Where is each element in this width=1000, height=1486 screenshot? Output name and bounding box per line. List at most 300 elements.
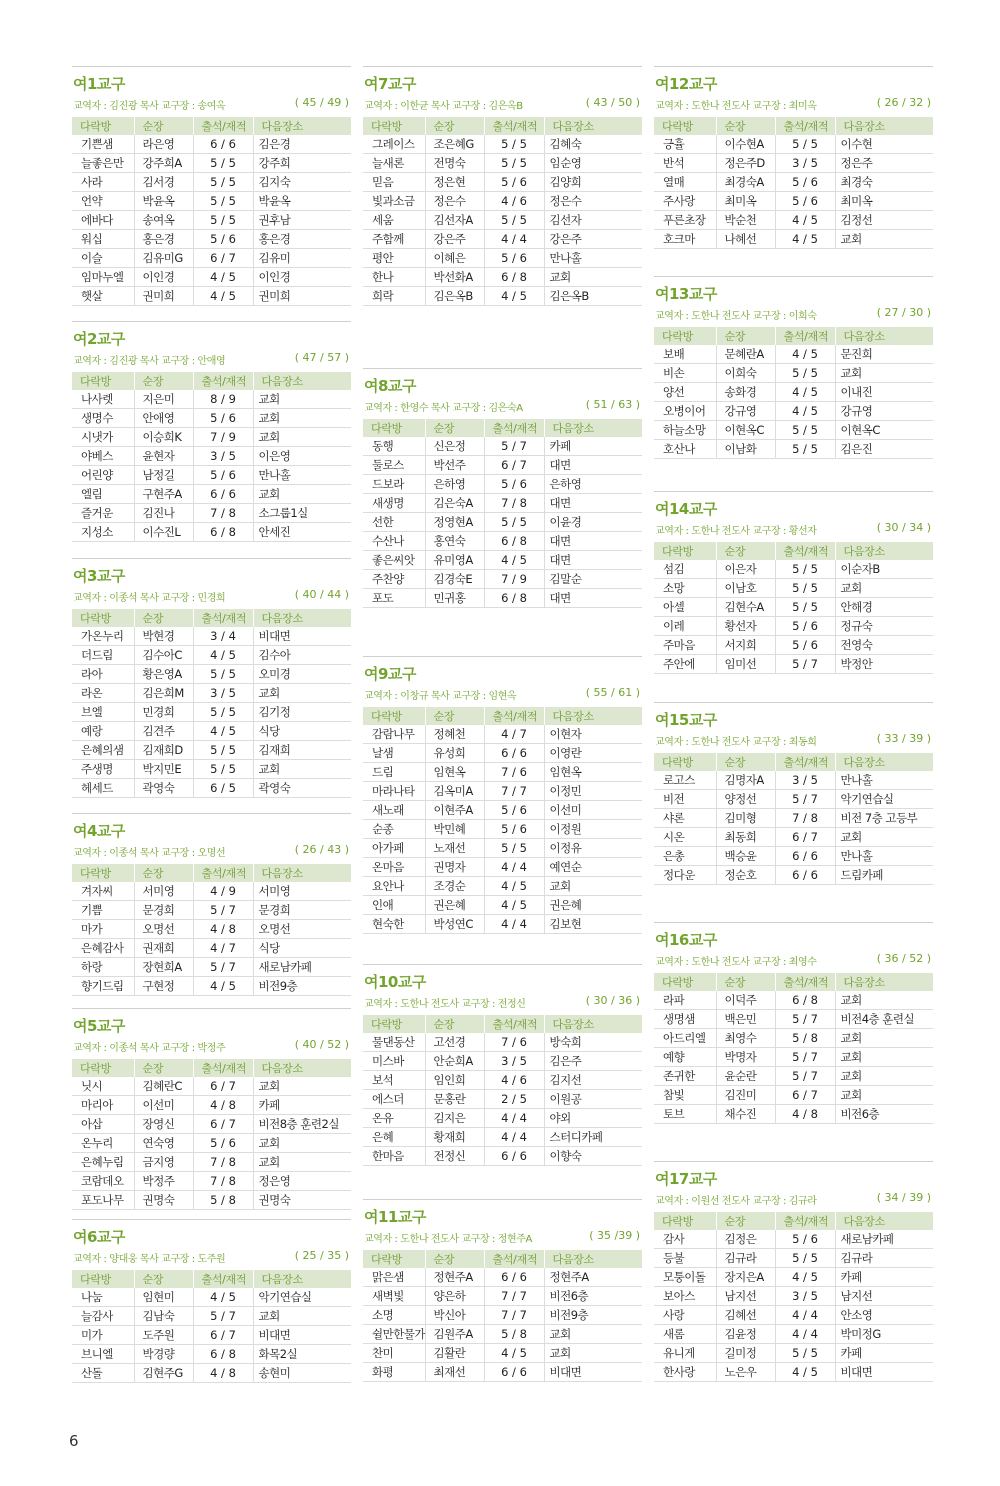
table-row xyxy=(654,1086,933,1105)
cell-next-place: 카페 xyxy=(835,1268,933,1287)
cell-next-place: 이정민 xyxy=(544,782,642,801)
table-row xyxy=(72,1364,351,1383)
cell-attendance: 4 / 5 xyxy=(484,877,544,896)
column-header: 순장 xyxy=(134,609,193,627)
cell-cell-group: 한나 xyxy=(363,268,425,287)
table-row xyxy=(363,173,642,192)
cell-next-place: 소그룹1실 xyxy=(253,504,351,523)
cell-cell-group: 호크마 xyxy=(654,230,716,249)
cell-leader: 길미정 xyxy=(716,1344,775,1363)
group-title: 여3교구 xyxy=(73,567,125,585)
cell-leader: 윤현자 xyxy=(134,447,193,466)
cell-next-place: 대면 xyxy=(544,532,642,551)
table-header-row xyxy=(654,117,933,135)
cell-cell-group: 은혜누림 xyxy=(72,1153,134,1172)
column-header: 출석/재적 xyxy=(775,117,835,135)
group-header xyxy=(654,922,933,973)
table-row xyxy=(72,939,351,958)
group-header xyxy=(363,1199,642,1250)
group-leaders: 교역자 : 도한나 전도사 교구장 : 전정신 xyxy=(364,999,526,1010)
cell-leader: 황은영A xyxy=(134,665,193,684)
cell-cell-group: 이슬 xyxy=(72,249,134,268)
cell-attendance: 5 / 5 xyxy=(193,741,253,760)
group-header xyxy=(654,276,933,327)
cell-leader: 문홍란 xyxy=(425,1090,484,1109)
group-attendance-total: ( 45 / 49 ) xyxy=(294,96,349,109)
cell-leader: 최미옥 xyxy=(716,192,775,211)
column-header: 순장 xyxy=(425,419,484,437)
column-header: 다락방 xyxy=(363,1015,425,1033)
table-row xyxy=(654,1287,933,1306)
column-header: 순장 xyxy=(425,117,484,135)
group-leaders: 교역자 : 도한나 전도사 교구장 : 최영수 xyxy=(655,957,817,968)
column-header: 출석/재적 xyxy=(484,1250,544,1268)
cell-next-place: 교회 xyxy=(835,1029,933,1048)
cell-leader: 구현주A xyxy=(134,485,193,504)
cell-cell-group: 보석 xyxy=(363,1071,425,1090)
table-row xyxy=(363,211,642,230)
column-header: 출석/재적 xyxy=(775,327,835,345)
group-block xyxy=(72,321,351,542)
cell-next-place: 악기연습실 xyxy=(835,790,933,809)
cell-next-place: 이향숙 xyxy=(544,1147,642,1166)
cell-next-place: 박윤옥 xyxy=(253,192,351,211)
table-row xyxy=(363,268,642,287)
column-header: 다음장소 xyxy=(835,542,933,560)
cell-cell-group: 비손 xyxy=(654,364,716,383)
cell-cell-group: 로고스 xyxy=(654,771,716,790)
table-row xyxy=(654,192,933,211)
cell-next-place: 야외 xyxy=(544,1109,642,1128)
table-row xyxy=(654,1067,933,1086)
group-leaders: 교역자 : 이종석 목사 교구장 : 박정주 xyxy=(73,1043,226,1054)
group-table xyxy=(363,117,642,306)
cell-cell-group: 새롬 xyxy=(654,1325,716,1344)
cell-next-place: 김보현 xyxy=(544,915,642,934)
table-row xyxy=(72,684,351,703)
cell-attendance: 4 / 5 xyxy=(484,287,544,306)
column-header: 출석/재적 xyxy=(484,1015,544,1033)
cell-next-place: 스터디카페 xyxy=(544,1128,642,1147)
cell-attendance: 4 / 5 xyxy=(193,722,253,741)
group-table xyxy=(654,542,933,674)
cell-cell-group: 새노래 xyxy=(363,801,425,820)
table-header-row xyxy=(654,327,933,345)
cell-leader: 정혜천 xyxy=(425,725,484,744)
cell-leader: 안애영 xyxy=(134,409,193,428)
cell-cell-group: 호산나 xyxy=(654,440,716,459)
table-row xyxy=(72,1326,351,1345)
group-title: 여11교구 xyxy=(364,1208,426,1226)
cell-next-place: 만나홀 xyxy=(544,249,642,268)
cell-cell-group: 사랑 xyxy=(654,1306,716,1325)
column-header: 다음장소 xyxy=(253,372,351,390)
cell-leader: 황선자 xyxy=(716,617,775,636)
cell-leader: 김윤정 xyxy=(716,1325,775,1344)
group-block xyxy=(654,702,933,885)
group-attendance-total: ( 34 / 39 ) xyxy=(876,1191,931,1204)
cell-leader: 이현옥C xyxy=(716,421,775,440)
cell-attendance: 5 / 5 xyxy=(484,839,544,858)
cell-leader: 서미영 xyxy=(134,882,193,901)
table-row xyxy=(363,1052,642,1071)
cell-leader: 임미선 xyxy=(716,655,775,674)
column-header: 출석/재적 xyxy=(193,372,253,390)
cell-attendance: 6 / 7 xyxy=(775,828,835,847)
group-block xyxy=(72,813,351,996)
cell-next-place: 대면 xyxy=(544,494,642,513)
cell-cell-group: 등불 xyxy=(654,1249,716,1268)
group-header xyxy=(654,702,933,753)
cell-cell-group: 브엘 xyxy=(72,703,134,722)
cell-next-place: 곽영숙 xyxy=(253,779,351,798)
table-row xyxy=(72,722,351,741)
cell-attendance: 5 / 6 xyxy=(775,617,835,636)
cell-leader: 박현경 xyxy=(134,627,193,646)
cell-leader: 민귀홍 xyxy=(425,589,484,608)
cell-next-place: 만나홀 xyxy=(835,847,933,866)
cell-attendance: 5 / 8 xyxy=(193,1191,253,1210)
cell-cell-group: 한사랑 xyxy=(654,1363,716,1382)
table-row xyxy=(72,703,351,722)
cell-next-place: 김말순 xyxy=(544,570,642,589)
group-title: 여15교구 xyxy=(655,711,717,729)
cell-leader: 김혜란C xyxy=(134,1077,193,1096)
cell-leader: 서지희 xyxy=(716,636,775,655)
cell-attendance: 4 / 5 xyxy=(193,287,253,306)
cell-next-place: 문경희 xyxy=(253,901,351,920)
cell-cell-group: 주안에 xyxy=(654,655,716,674)
cell-cell-group: 드보라 xyxy=(363,475,425,494)
cell-next-place: 비전4층 훈련실 xyxy=(835,1010,933,1029)
column-header: 순장 xyxy=(716,117,775,135)
group-attendance-total: ( 40 / 52 ) xyxy=(294,1038,349,1051)
cell-cell-group: 헤세드 xyxy=(72,779,134,798)
cell-next-place: 교회 xyxy=(253,409,351,428)
table-row xyxy=(654,579,933,598)
cell-next-place: 대면 xyxy=(544,551,642,570)
column-header: 다음장소 xyxy=(544,1250,642,1268)
cell-leader: 최영수 xyxy=(716,1029,775,1048)
table-row xyxy=(72,268,351,287)
cell-attendance: 5 / 6 xyxy=(775,1230,835,1249)
group-header xyxy=(72,558,351,609)
cell-next-place: 교회 xyxy=(835,1086,933,1105)
column-header: 출석/재적 xyxy=(193,117,253,135)
table-row xyxy=(363,230,642,249)
cell-next-place: 비대면 xyxy=(253,1326,351,1345)
column-header: 순장 xyxy=(716,973,775,991)
group-header xyxy=(654,491,933,542)
cell-attendance: 5 / 7 xyxy=(775,1010,835,1029)
cell-cell-group: 마라나타 xyxy=(363,782,425,801)
group-header xyxy=(654,1161,933,1212)
cell-next-place: 이영란 xyxy=(544,744,642,763)
cell-leader: 김정은 xyxy=(716,1230,775,1249)
cell-cell-group: 에스더 xyxy=(363,1090,425,1109)
cell-cell-group: 주마음 xyxy=(654,636,716,655)
cell-attendance: 5 / 6 xyxy=(193,466,253,485)
cell-attendance: 5 / 7 xyxy=(193,958,253,977)
group-title: 여16교구 xyxy=(655,931,717,949)
column-header: 순장 xyxy=(134,117,193,135)
table-row xyxy=(654,211,933,230)
cell-next-place: 이현옥C xyxy=(835,421,933,440)
column-header: 다락방 xyxy=(72,372,134,390)
cell-cell-group: 가온누리 xyxy=(72,627,134,646)
group-leaders: 교역자 : 김진광 목사 교구장 : 안애영 xyxy=(73,356,226,367)
cell-leader: 구현정 xyxy=(134,977,193,996)
cell-cell-group: 겨자씨 xyxy=(72,882,134,901)
cell-cell-group: 하랑 xyxy=(72,958,134,977)
group-attendance-total: ( 25 / 35 ) xyxy=(294,1249,349,1262)
cell-attendance: 5 / 5 xyxy=(484,211,544,230)
group-table xyxy=(363,419,642,608)
table-row xyxy=(363,915,642,934)
table-row xyxy=(363,249,642,268)
cell-attendance: 4 / 8 xyxy=(193,920,253,939)
column-header: 출석/재적 xyxy=(193,864,253,882)
cell-attendance: 4 / 7 xyxy=(193,939,253,958)
cell-next-place: 김규라 xyxy=(835,1249,933,1268)
cell-cell-group: 희락 xyxy=(363,287,425,306)
cell-next-place: 교회 xyxy=(544,1325,642,1344)
cell-attendance: 6 / 7 xyxy=(193,1326,253,1345)
table-row xyxy=(654,809,933,828)
cell-attendance: 6 / 5 xyxy=(193,779,253,798)
cell-cell-group: 빛과소금 xyxy=(363,192,425,211)
table-row xyxy=(363,1109,642,1128)
table-row xyxy=(363,763,642,782)
cell-attendance: 5 / 6 xyxy=(484,173,544,192)
group-table xyxy=(363,1015,642,1166)
cell-leader: 노재선 xyxy=(425,839,484,858)
cell-next-place: 비대면 xyxy=(544,1363,642,1382)
cell-cell-group: 주찬양 xyxy=(363,570,425,589)
cell-leader: 백승윤 xyxy=(716,847,775,866)
table-row xyxy=(72,211,351,230)
cell-leader: 지은미 xyxy=(134,390,193,409)
table-row xyxy=(72,920,351,939)
cell-cell-group: 반석 xyxy=(654,154,716,173)
cell-next-place: 카페 xyxy=(253,1096,351,1115)
table-row xyxy=(72,646,351,665)
group-block xyxy=(72,1008,351,1210)
table-row xyxy=(654,1268,933,1287)
cell-attendance: 3 / 5 xyxy=(775,1287,835,1306)
table-row xyxy=(363,513,642,532)
table-row xyxy=(72,135,351,154)
cell-cell-group: 예향 xyxy=(654,1048,716,1067)
cell-cell-group: 포도 xyxy=(363,589,425,608)
column-header: 순장 xyxy=(134,1059,193,1077)
group-table xyxy=(72,1270,351,1383)
cell-attendance: 4 / 5 xyxy=(775,402,835,421)
table-row xyxy=(72,447,351,466)
cell-leader: 권미희 xyxy=(134,287,193,306)
cell-attendance: 5 / 5 xyxy=(775,421,835,440)
table-header-row xyxy=(72,609,351,627)
cell-attendance: 6 / 6 xyxy=(484,744,544,763)
cell-next-place: 이내진 xyxy=(835,383,933,402)
cell-next-place: 카페 xyxy=(835,1344,933,1363)
column-header: 순장 xyxy=(134,864,193,882)
cell-next-place: 임현옥 xyxy=(544,763,642,782)
group-header xyxy=(72,66,351,117)
group-block xyxy=(363,1199,642,1382)
cell-attendance: 4 / 8 xyxy=(193,1096,253,1115)
table-row xyxy=(72,173,351,192)
cell-leader: 이인경 xyxy=(134,268,193,287)
group-block xyxy=(72,1219,351,1383)
cell-next-place: 박미정G xyxy=(835,1325,933,1344)
cell-cell-group: 어린양 xyxy=(72,466,134,485)
column-header: 순장 xyxy=(716,542,775,560)
cell-next-place: 교회 xyxy=(253,1077,351,1096)
group-block xyxy=(654,922,933,1124)
column-header: 다락방 xyxy=(363,1250,425,1268)
group-title: 여5교구 xyxy=(73,1017,125,1035)
cell-leader: 이선미 xyxy=(134,1096,193,1115)
group-header xyxy=(72,1008,351,1059)
cell-attendance: 7 / 9 xyxy=(193,428,253,447)
cell-next-place: 안소영 xyxy=(835,1306,933,1325)
cell-leader: 김활란 xyxy=(425,1344,484,1363)
group-leaders: 교역자 : 도한나 전도사 교구장 : 최미옥 xyxy=(655,101,817,112)
cell-attendance: 5 / 6 xyxy=(484,801,544,820)
table-row xyxy=(654,866,933,885)
cell-cell-group: 참빛 xyxy=(654,1086,716,1105)
cell-next-place: 이순자B xyxy=(835,560,933,579)
table-row xyxy=(72,1191,351,1210)
column-header: 다락방 xyxy=(654,117,716,135)
cell-next-place: 김양희 xyxy=(544,173,642,192)
cell-next-place: 만나홀 xyxy=(835,771,933,790)
table-header-row xyxy=(363,117,642,135)
cell-attendance: 7 / 6 xyxy=(484,763,544,782)
cell-attendance: 5 / 5 xyxy=(193,211,253,230)
group-title: 여7교구 xyxy=(364,75,416,93)
table-row xyxy=(654,1344,933,1363)
cell-attendance: 5 / 6 xyxy=(193,409,253,428)
cell-cell-group: 감사 xyxy=(654,1230,716,1249)
cell-next-place: 김은진 xyxy=(835,440,933,459)
table-header-row xyxy=(654,753,933,771)
cell-next-place: 전영숙 xyxy=(835,636,933,655)
cell-leader: 홍은경 xyxy=(134,230,193,249)
cell-next-place: 권은혜 xyxy=(544,896,642,915)
cell-cell-group: 하늘소망 xyxy=(654,421,716,440)
cell-leader: 김혜선 xyxy=(716,1306,775,1325)
table-row xyxy=(363,1128,642,1147)
cell-attendance: 4 / 4 xyxy=(484,230,544,249)
group-attendance-total: ( 36 / 52 ) xyxy=(876,952,931,965)
table-row xyxy=(72,1115,351,1134)
table-row xyxy=(654,560,933,579)
cell-cell-group: 보배 xyxy=(654,345,716,364)
cell-cell-group: 새벽빛 xyxy=(363,1287,425,1306)
cell-attendance: 5 / 6 xyxy=(193,1134,253,1153)
cell-attendance: 6 / 6 xyxy=(193,485,253,504)
table-row xyxy=(72,230,351,249)
table-row xyxy=(654,847,933,866)
cell-next-place: 박정안 xyxy=(835,655,933,674)
column-header: 다음장소 xyxy=(544,707,642,725)
column-header: 다락방 xyxy=(654,542,716,560)
cell-leader: 정은수 xyxy=(425,192,484,211)
cell-attendance: 5 / 5 xyxy=(775,1344,835,1363)
cell-cell-group: 비전 xyxy=(654,790,716,809)
cell-cell-group: 쉴만한물가 xyxy=(363,1325,425,1344)
cell-next-place: 송현미 xyxy=(253,1364,351,1383)
cell-cell-group: 닛시 xyxy=(72,1077,134,1096)
cell-next-place: 예연순 xyxy=(544,858,642,877)
table-row xyxy=(72,1288,351,1307)
table-row xyxy=(72,741,351,760)
cell-next-place: 비전9층 xyxy=(544,1306,642,1325)
cell-next-place: 교회 xyxy=(835,991,933,1010)
cell-cell-group: 감람나무 xyxy=(363,725,425,744)
cell-leader: 권명자 xyxy=(425,858,484,877)
table-row xyxy=(363,1090,642,1109)
table-row xyxy=(363,1033,642,1052)
table-row xyxy=(654,402,933,421)
cell-attendance: 5 / 5 xyxy=(193,665,253,684)
table-header-row xyxy=(363,1015,642,1033)
cell-leader: 장영신 xyxy=(134,1115,193,1134)
column-header: 다음장소 xyxy=(544,117,642,135)
cell-cell-group: 한마음 xyxy=(363,1147,425,1166)
table-row xyxy=(363,589,642,608)
cell-next-place: 교회 xyxy=(253,390,351,409)
table-row xyxy=(654,636,933,655)
table-row xyxy=(654,1105,933,1124)
group-header xyxy=(72,813,351,864)
group-table xyxy=(654,327,933,459)
cell-next-place: 비전6층 xyxy=(835,1105,933,1124)
cell-leader: 최동희 xyxy=(716,828,775,847)
cell-leader: 최재선 xyxy=(425,1363,484,1382)
cell-attendance: 5 / 6 xyxy=(193,230,253,249)
cell-next-place: 정은수 xyxy=(544,192,642,211)
cell-next-place: 악기연습실 xyxy=(253,1288,351,1307)
cell-leader: 김수아C xyxy=(134,646,193,665)
cell-attendance: 7 / 8 xyxy=(775,809,835,828)
cell-leader: 곽영숙 xyxy=(134,779,193,798)
column-header: 출석/재적 xyxy=(775,542,835,560)
cell-attendance: 5 / 7 xyxy=(775,790,835,809)
column-header: 다락방 xyxy=(363,707,425,725)
cell-cell-group: 정다운 xyxy=(654,866,716,885)
column-header: 다락방 xyxy=(72,864,134,882)
cell-next-place: 교회 xyxy=(253,760,351,779)
cell-leader: 임인희 xyxy=(425,1071,484,1090)
column-header: 출석/재적 xyxy=(484,419,544,437)
group-attendance-total: ( 33 / 39 ) xyxy=(876,732,931,745)
cell-next-place: 식당 xyxy=(253,939,351,958)
cell-leader: 양정선 xyxy=(716,790,775,809)
cell-cell-group: 새생명 xyxy=(363,494,425,513)
cell-next-place: 김지선 xyxy=(544,1071,642,1090)
table-row xyxy=(72,154,351,173)
cell-leader: 조은혜G xyxy=(425,135,484,154)
cell-cell-group: 아셀 xyxy=(654,598,716,617)
cell-attendance: 4 / 8 xyxy=(775,1105,835,1124)
cell-next-place: 김혜숙 xyxy=(544,135,642,154)
cell-leader: 백은민 xyxy=(716,1010,775,1029)
cell-attendance: 5 / 6 xyxy=(484,249,544,268)
cell-cell-group: 라아 xyxy=(72,665,134,684)
